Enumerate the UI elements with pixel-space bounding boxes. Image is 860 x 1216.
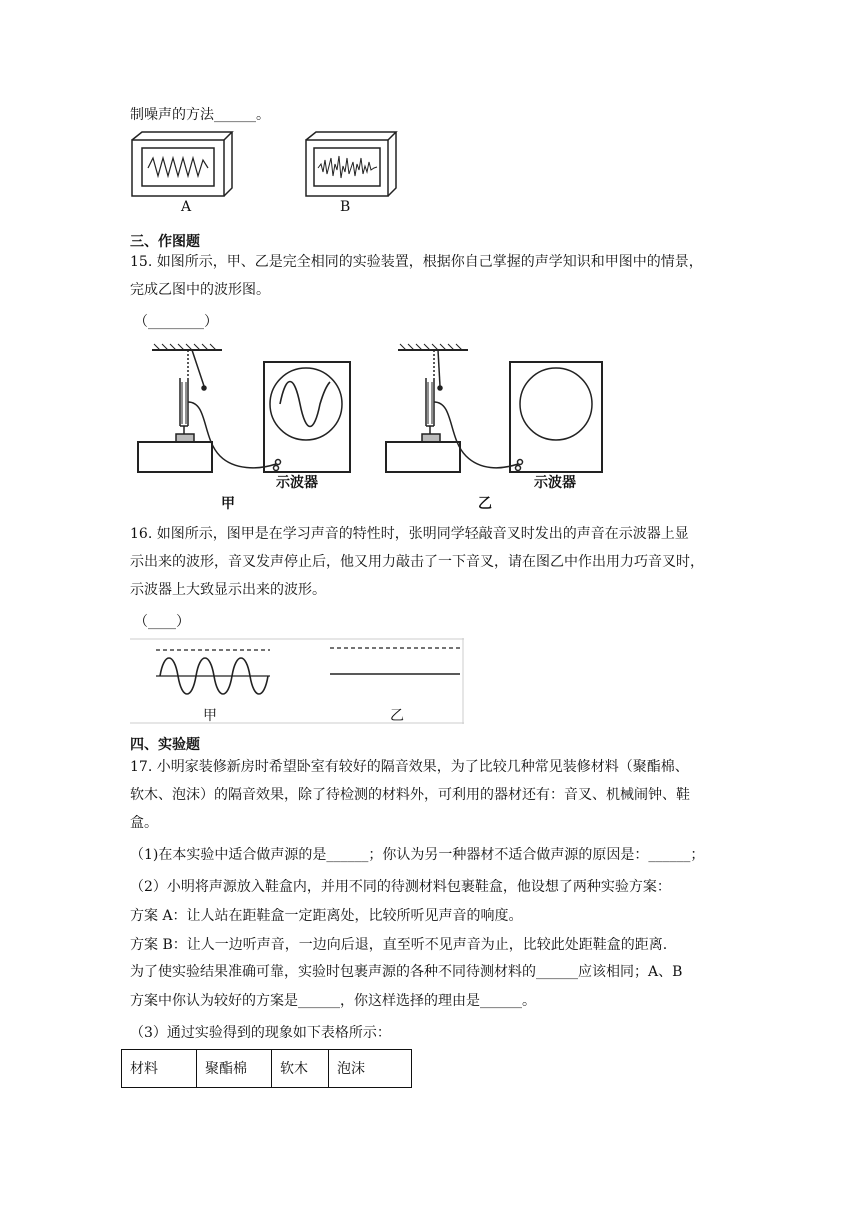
fig15-jia-apparatus: [130, 342, 360, 482]
fig16-yi-label: 乙: [390, 707, 404, 723]
q15-line2: 完成乙图中的波形图。: [130, 282, 270, 298]
table-cell: 泡沫: [329, 1050, 412, 1088]
q17-part2: （2）小明将声源放入鞋盒内，并用不同的待测材料包裹鞋盒，他设想了两种实验方案：: [130, 879, 671, 895]
q16-line2: 示出来的波形，音叉发声停止后，他又用力敲击了一下音叉，请在图乙中作出用力巧音叉时，: [130, 554, 704, 570]
table-cell: 材料: [122, 1050, 197, 1088]
table-cell: 软木: [272, 1050, 329, 1088]
q17-part1: （1)在本实验中适合做声源的是______；你认为另一种器材不适合做声源的原因是：______；: [130, 847, 705, 863]
q15-line1: 15. 如图所示，甲、乙是完全相同的实验装置，根据你自己掌握的声学知识和甲图中的情景，: [130, 254, 703, 270]
q17-plan-b: 方案 B：让人一边听声音，一边向后退，直至听不见声音为止，比较此处距鞋盒的距离.: [130, 937, 668, 953]
section-4-heading: 四、实验题: [130, 737, 200, 753]
q17-line-h: 为了使实验结果准确可靠，实验时包裹声源的各种不同待测材料的______应该相同；A、B: [130, 964, 683, 980]
q17-line1: 17. 小明家装修新房时希望卧室有较好的隔音效果，为了比较几种常见装修材料（聚酯棉、: [130, 759, 689, 775]
fig15-yi-scope-label: 示波器: [534, 474, 576, 490]
q17-line2: 软木、泡沫）的隔音效果，除了待检测的材料外，可利用的器材还有：音叉、机械闹钟、鞋: [130, 787, 690, 803]
fig16-waveforms: [130, 638, 464, 724]
fig14-oscilloscopes: [130, 128, 390, 200]
materials-table: [121, 1049, 412, 1088]
fig14-label-a: A: [181, 199, 192, 215]
fig14-label-b: B: [340, 199, 351, 215]
fig15-jia-label: 甲: [221, 495, 235, 511]
q17-line-i: 方案中你认为较好的方案是______，你这样选择的理由是______。: [130, 993, 536, 1009]
fig15-jia-scope-label: 示波器: [276, 474, 318, 490]
q14-tail: 制噪声的方法______。: [130, 107, 270, 123]
q16-line3: 示波器上大致显示出来的波形。: [130, 582, 326, 598]
fig15-yi-label: 乙: [478, 495, 492, 511]
q16-answer-blank: （____）: [134, 614, 190, 630]
table-cell: 聚酯棉: [197, 1050, 272, 1088]
q16-line1: 16. 如图所示，图甲是在学习声音的特性时，张明同学轻敲音叉时发出的声音在示波器上显: [130, 526, 689, 542]
q17-part3: （3）通过实验得到的现象如下表格所示：: [130, 1025, 391, 1041]
q15-answer-blank: （________）: [134, 314, 218, 330]
q17-plan-a: 方案 A：让人站在距鞋盒一定距离处，比较所听见声音的响度。: [130, 908, 523, 924]
section-3-heading: 三、作图题: [130, 234, 200, 250]
q17-line3: 盒。: [130, 815, 158, 831]
fig15-yi-apparatus: [382, 342, 612, 482]
fig16-jia-label: 甲: [203, 707, 217, 723]
table-row: [122, 1050, 412, 1088]
